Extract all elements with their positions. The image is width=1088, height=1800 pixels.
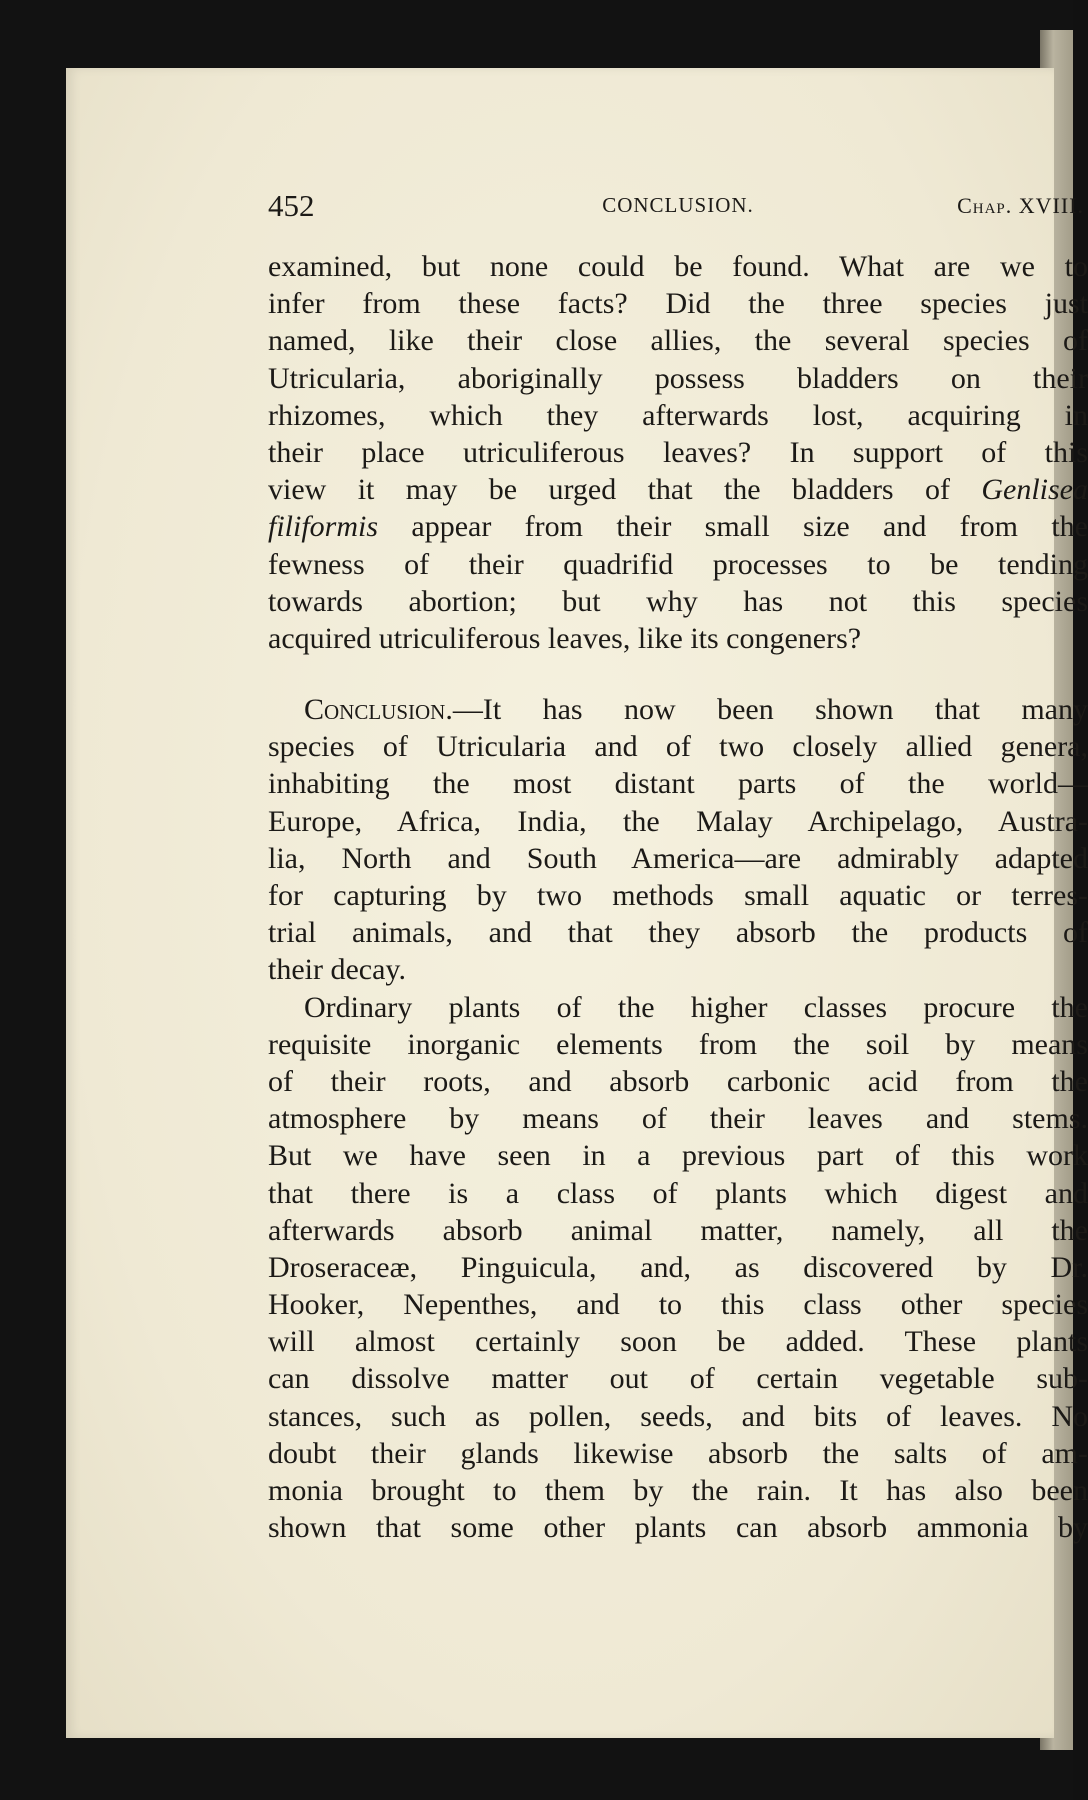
text-line: species of Utricularia and of two closely allied genera, [268,730,1088,764]
text-line: their place utriculiferous leaves? In support of this [268,435,1088,469]
text-line: can dissolve matter out of certain vegetable sub- [268,1362,1088,1396]
text-line: afterwards absorb animal matter, namely, all the [268,1213,1088,1247]
text-line-with-lead [268,691,1088,728]
body-text [268,248,1088,1546]
text-line: acquired utriculiferous leaves, like its congeners? [268,621,862,655]
text-line: lia, North and South America—are admirably adapted [268,841,1088,875]
text-line: rhizomes, which they afterwards lost, acquiring in [268,398,1088,432]
italic-genus-name: Genlisea [981,473,1088,507]
text-line: inhabiting the most distant parts of the world— [268,767,1088,801]
text-line: requisite inorganic elements from the soil by means [268,1027,1088,1061]
text-fragment: —It has now been shown that many [452,693,1088,727]
text-line: Europe, Africa, India, the Malay Archipelago, Austra- [268,804,1088,838]
text-fragment: view it may be urged that the bladders of [268,473,950,507]
text-line: trial animals, and that they absorb the products of [268,916,1088,950]
text-line: their decay. [268,953,406,987]
book-page [66,68,1088,1738]
text-line: Utricularia, aboriginally possess bladders on their [268,361,1088,395]
page-number: 452 [268,188,315,223]
section-lead: Conclusion. [304,693,453,727]
text-line: Hooker, Nepenthes, and to this class other species [268,1288,1088,1322]
text-line: infer from these facts? Did the three species just [268,287,1088,321]
section-gap [268,657,1088,691]
text-line: shown that some other plants can absorb ammonia by [268,1511,1088,1545]
chapter-reference: Chap. XVIII. [957,193,1084,218]
text-line: towards abortion; but why has not this species [268,584,1088,618]
running-title: CONCLUSION. [602,193,754,217]
text-line: of their roots, and absorb carbonic acid from the [268,1064,1088,1098]
text-line-with-genus [268,471,1088,508]
text-line: Droseraceæ, Pinguicula, and, as discovered by Dr. [268,1250,1088,1284]
italic-species-name: filiformis [268,510,379,544]
text-line: doubt their glands likewise absorb the salts of am- [268,1436,1088,1470]
paragraph-1 [268,248,1088,657]
text-line: named, like their close allies, the several species of [268,324,1088,358]
text-line: monia brought to them by the rain. It has also been [268,1474,1088,1507]
text-line: examined, but none could be found. What are we to [268,250,1088,283]
text-line: atmosphere by means of their leaves and stems. [268,1102,1088,1136]
text-line: that there is a class of plants which digest and [268,1176,1088,1210]
text-line: Ordinary plants of the higher classes procure the [304,990,1088,1024]
text-line: fewness of their quadrifid processes to be tending [268,547,1088,581]
text-fragment: appear from their small size and from the [411,510,1088,544]
text-line-with-species [268,508,1088,545]
text-line: stances, such as pollen, seeds, and bits of leaves. No [268,1399,1088,1433]
text-line: But we have seen in a previous part of this work [268,1139,1088,1173]
text-line: will almost certainly soon be added. These plants [268,1325,1088,1359]
paragraph-3 [268,989,1088,1547]
paragraph-2 [268,691,1088,989]
running-head [268,188,1088,224]
text-line: for capturing by two methods small aquatic or terres- [268,879,1088,912]
